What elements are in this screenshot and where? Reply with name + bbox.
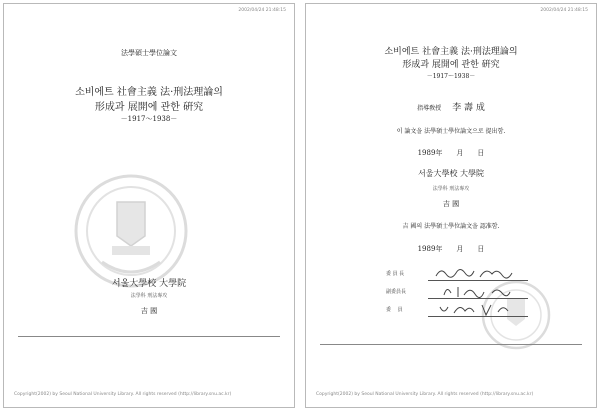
year-range: －1917～1938－ (120, 115, 178, 123)
committee-role: 委 員 (386, 307, 403, 313)
university-seal-watermark (72, 172, 190, 290)
degree-label: 法學碩士學位論文 (121, 49, 177, 57)
committee-role: 副委員長 (386, 289, 407, 295)
committee-row-chair (386, 268, 536, 282)
submission-date: 1989年 月 日 (417, 149, 485, 157)
handwritten-signature (434, 301, 534, 317)
right-page (305, 3, 597, 408)
signature-line (428, 298, 528, 299)
university-name: 서울大學校 大學院 (418, 169, 484, 178)
committee-row-member (386, 304, 536, 318)
handwritten-signature (434, 265, 534, 281)
divider-line (18, 336, 280, 337)
advisor-line (306, 95, 596, 114)
approval-date: 1989年 月 日 (417, 245, 485, 253)
handwritten-signature (434, 283, 534, 299)
timestamp: 2002/04/24 21:48:15 (540, 8, 588, 13)
advisor-name: 李 壽 成 (452, 103, 485, 113)
university-name: 서울大學校 大學院 (111, 279, 187, 289)
thesis-title-line2: 形成과 展開에 관한 硏究 (94, 102, 204, 113)
committee-row-vice-chair (386, 286, 536, 300)
submission-statement: 이 論文을 法學碩士學位論文으로 提出함. (396, 128, 506, 135)
department: 法學科 刑法專攻 (432, 186, 470, 192)
thesis-title-line1: 소비에트 社會主義 法·刑法理論의 (384, 47, 518, 57)
signature-line (428, 316, 528, 317)
signature-line (428, 280, 528, 281)
author-name: 吉 國 (442, 200, 460, 208)
department: 法學科 刑法專攻 (130, 293, 168, 299)
author-name: 吉 國 (140, 307, 158, 315)
divider-line (320, 344, 582, 345)
thesis-title-line1: 소비에트 社會主義 法·刑法理論의 (75, 87, 223, 98)
copyright-notice: Copyright(2002) by Seoul National University Library. All rights reserved (http://library.snu.ac.kr) (14, 392, 232, 397)
thesis-title-line2: 形成과 展開에 관한 硏究 (402, 60, 500, 70)
committee-role: 委 員 長 (386, 271, 405, 277)
advisor-label: 指導敎授 (417, 105, 442, 112)
year-range: －1917～1938－ (426, 73, 476, 80)
left-page (3, 3, 295, 408)
timestamp: 2002/04/24 21:48:15 (238, 8, 286, 13)
copyright-notice: Copyright(2002) by Seoul National University Library. All rights reserved (http://library.snu.ac.kr) (316, 392, 534, 397)
approval-statement: 吉 國의 法學碩士學位論文을 認准함. (402, 223, 500, 230)
